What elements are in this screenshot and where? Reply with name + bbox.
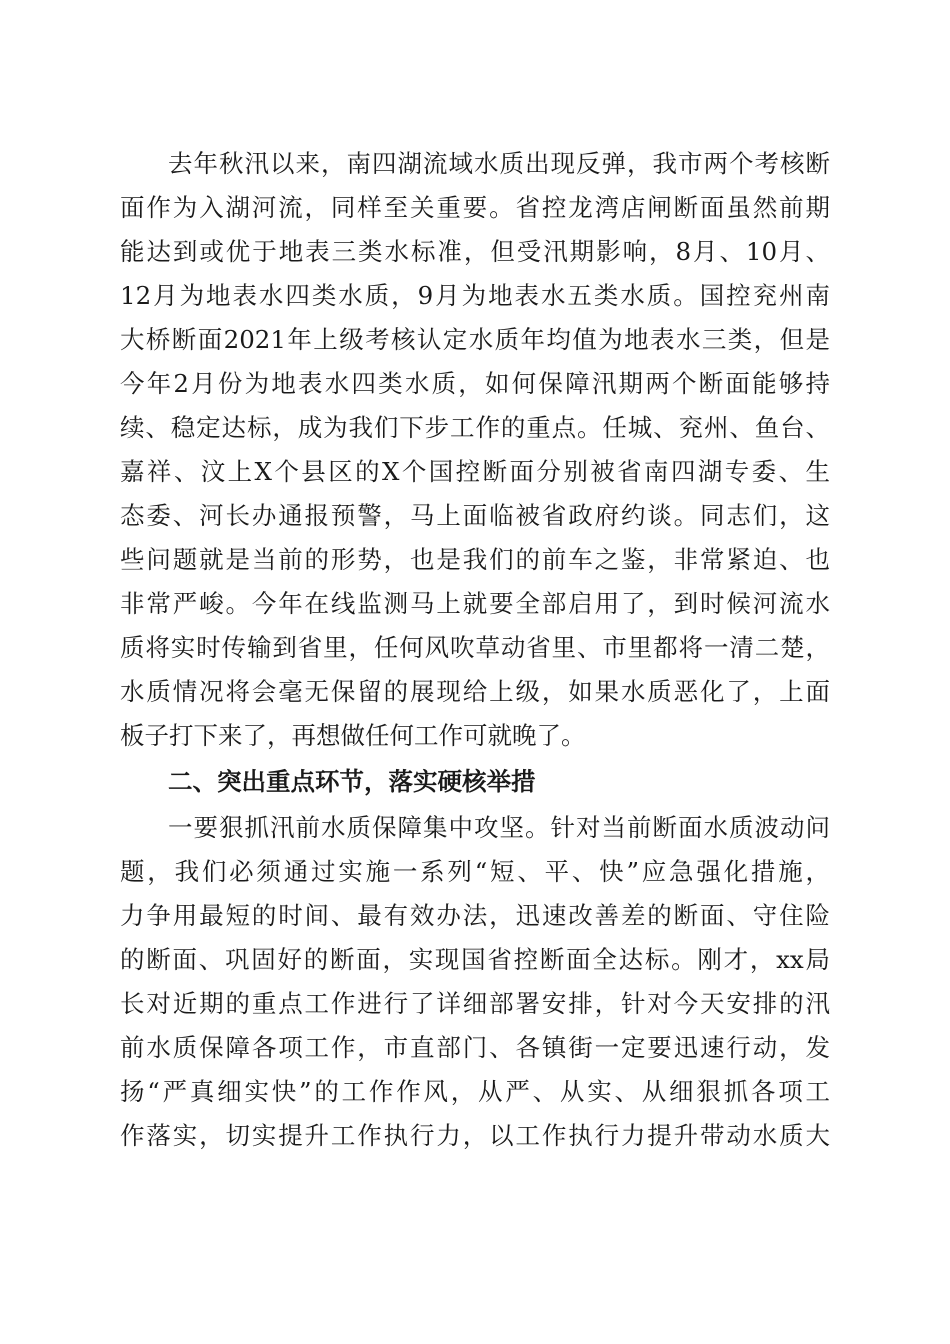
text-line: 大桥断面2021年上级考核认定水质年均值为地表水三类，但是 (120, 325, 830, 354)
section-heading: 二、突出重点环节，落实硬核举措 (168, 767, 536, 796)
text-line: 去年秋汛以来，南四湖流域水质出现反弹，我市两个考核断 (168, 149, 830, 178)
text-line: 非常严峻。今年在线监测马上就要全部启用了，到时候河流水 (120, 589, 830, 618)
text-line: 的断面、巩固好的断面，实现国省控断面全达标。刚才，xx局 (120, 945, 830, 974)
text-line: 题，我们必须通过实施一系列“短、平、快”应急强化措施， (120, 857, 830, 886)
text-line: 些问题就是当前的形势，也是我们的前车之鉴，非常紧迫、也 (120, 545, 830, 574)
text-line: 能达到或优于地表三类水标准，但受汛期影响，8月、10月、 (120, 237, 830, 266)
text-line: 12月为地表水四类水质，9月为地表水五类水质。国控兖州南 (120, 281, 830, 310)
text-line: 续、稳定达标，成为我们下步工作的重点。任城、兖州、鱼台、 (120, 413, 830, 442)
text-line: 前水质保障各项工作，市直部门、各镇街一定要迅速行动，发 (120, 1033, 830, 1062)
text-line: 力争用最短的时间、最有效办法，迅速改善差的断面、守住险 (120, 901, 830, 930)
text-line: 一要狠抓汛前水质保障集中攻坚。针对当前断面水质波动问 (168, 813, 830, 842)
text-line: 质将实时传输到省里，任何风吹草动省里、市里都将一清二楚， (120, 633, 830, 662)
text-line: 态委、河长办通报预警，马上面临被省政府约谈。同志们，这 (120, 501, 830, 530)
text-line: 面作为入湖河流，同样至关重要。省控龙湾店闸断面虽然前期 (120, 193, 830, 222)
text-line: 长对近期的重点工作进行了详细部署安排，针对今天安排的汛 (120, 989, 830, 1018)
text-line: 扬“严真细实快”的工作作风，从严、从实、从细狠抓各项工 (120, 1077, 830, 1106)
text-line: 今年2月份为地表水四类水质，如何保障汛期两个断面能够持 (120, 369, 830, 398)
text-line: 板子打下来了，再想做任何工作可就晚了。 (120, 721, 586, 750)
text-line: 作落实，切实提升工作执行力，以工作执行力提升带动水质大 (120, 1121, 830, 1150)
text-line: 嘉祥、汶上X个县区的X个国控断面分别被省南四湖专委、生 (120, 457, 830, 486)
text-line: 水质情况将会毫无保留的展现给上级，如果水质恶化了，上面 (120, 677, 830, 706)
